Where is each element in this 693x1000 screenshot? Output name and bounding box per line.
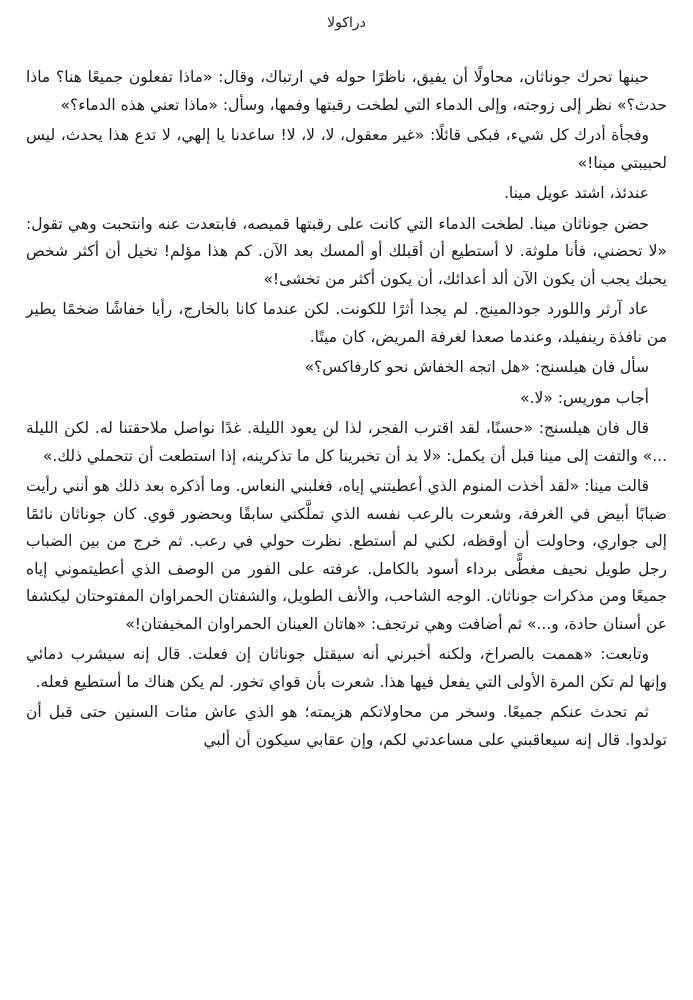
paragraph: حضن جوناثان مينا. لطخت الدماء التي كانت على رقبتها قميصه، فابتعدت عنه وانتحبت وهي تقول: «لا تحضني، فأنا ملوثة. لا أستطيع أن أقبلك أو ألمسك بعد الآن. كم هذا مؤلم! تخيل أن أكثر شخص يحبك يجب أن يكون الآن ألد أعدائك، أن يكون أكثر من تخشى!» (26, 214, 667, 288)
paragraph: وفجأة أدرك كل شيء، فبكى قائلًا: «غير معقول، لا، لا، لا! ساعدنا يا إلهي، لا تدع هذا يحدث، ليس لحبيبتي مينا!» (26, 126, 667, 172)
paragraph: ثم تحدث عنكم جميعًا. وسخر من محاولاتكم هزيمته؛ هو الذي عاش مئات السنين حتى قبل أن تولدوا. قال إنه سيعاقبني على مساعدتي لكم، وإن عقابي سيكون أن ألبي (26, 703, 667, 749)
running-header-title: دراكولا (327, 15, 366, 31)
paragraph: عاد آرثر واللورد جودالمينج. لم يجدا أثرًا للكونت. لكن عندما كانا بالخارج، رأيا خفاشًا ضخمًا يطير من نافذة رينفيلد، وعندما صعدا لغرفة المريض، كان ميتًا. (26, 300, 667, 346)
paragraph: وتابعت: «هممت بالصراخ، ولكنه أخبرني أنه سيقتل جوناثان إن فعلت. قال إنه سيشرب دمائي وإنها لم تكن المرة الأولى التي يفعل فيها هذا. شعرت بأن قواي تخور. لم يكن هناك ما أستطيع فعله. (26, 645, 667, 691)
body-text (26, 64, 667, 757)
paragraph: سأل فان هيلسنج: «هل اتجه الخفاش نحو كارفاكس؟» (304, 358, 649, 376)
paragraph: قال فان هيلسنج: «حسنًا، لقد اقترب الفجر، لذا لن يعود الليلة. غدًا نواصل ملاحقتنا له. لكن الليلة ...» والتفت إلى مينا قبل أن يكمل: «لا بد أن تخبرينا كل ما تذكرينه، إذا استطعت أن تتحملي ذلك.» (26, 419, 667, 465)
paragraph: عندئذ، اشتد عويل مينا. (503, 184, 649, 202)
paragraph: أجاب موريس: «لا.» (520, 388, 649, 407)
paragraph: قالت مينا: «لقد أخذت المنوم الذي أعطيتني إياه، فغلبني النعاس. وما أذكره بعد ذلك هو أنني رأيت ضبابًا أبيض في الغرفة، وشعرت بالرعب نفسه الذي تملَّكني سابقًا وبحضور قوي. كان جوناثان نائمًا إلى جواري، وحاولت أن أوقظه، لكني لم أستطع. نظرت حولي في رعب. ثم خرج من بين الضباب رجل طويل نحيف مغطًّى برداء أسود بالكامل. عرفته على الفور من الوصف الذي أعطيتموني إياه جميعًا ومن مذكرات جوناثان. الوجه الشاحب، والأنف الطويل، والشفتان الحمراوان المفتوحتان ليكشفا عن أسنان حادة، و...» ثم أضافت وهي ترتجف: «هاتان العينان الحمراوان المخيفتان!» (26, 477, 667, 633)
paragraph: حينها تحرك جوناثان، محاولًا أن يفيق، ناظرًا حوله في ارتباك، وقال: «ماذا تفعلون جميعًا هنا؟ ماذا حدث؟» نظر إلى زوجته، وإلى الدماء التي لطخت رقبتها وفمها، وسأل: «ماذا تعني هذه الدماء؟» (26, 68, 667, 114)
